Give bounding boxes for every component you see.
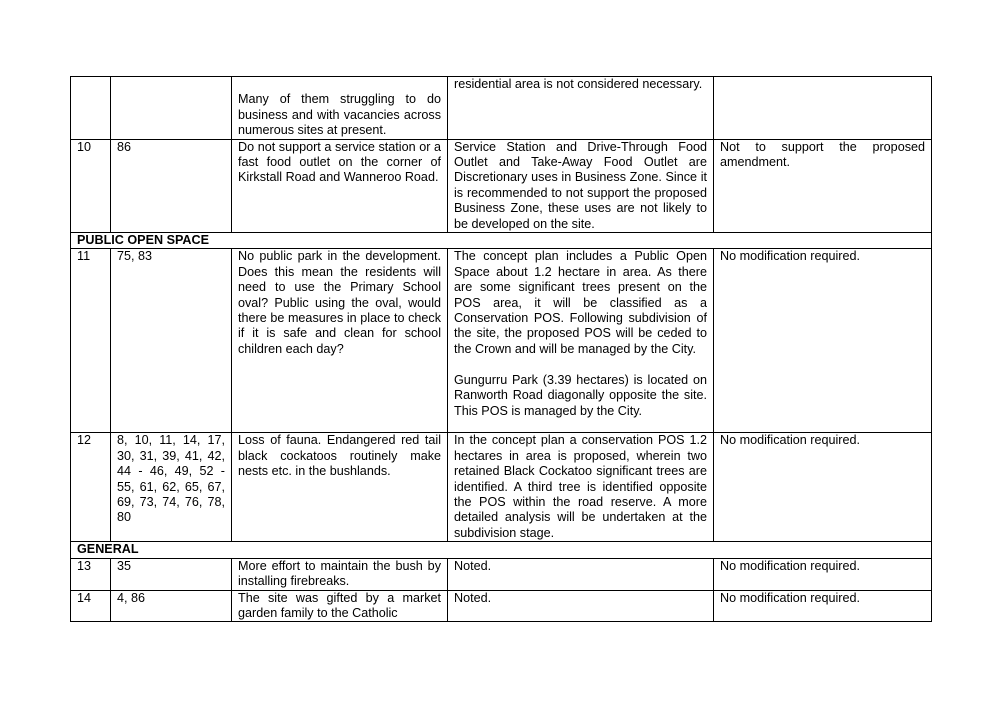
table-row — [71, 77, 932, 140]
section-heading-row — [71, 233, 932, 249]
submissions-table — [70, 76, 932, 622]
submission-cell: No public park in the development. Does this mean the residents will need to use the Primary School oval? Public using the oval, would there be measures in place to check if it is safe and clean for school children each day? — [232, 249, 448, 433]
row-number-cell: 10 — [71, 139, 111, 232]
submission-cell: Do not support a service station or a fast food outlet on the corner of Kirkstall Road and Wanneroo Road. — [232, 139, 448, 232]
recommendation-cell: No modification required. — [714, 433, 932, 542]
table-row — [71, 433, 932, 542]
row-number-cell — [71, 77, 111, 140]
submission-text: Many of them struggling to do business and with vacancies across numerous sites at present. — [238, 92, 441, 138]
section-heading-general: GENERAL — [71, 542, 932, 558]
row-number-cell: 12 — [71, 433, 111, 542]
table-row — [71, 590, 932, 622]
submission-cell: More effort to maintain the bush by installing firebreaks. — [232, 558, 448, 590]
submitters-cell — [111, 77, 232, 140]
recommendation-cell: No modification required. — [714, 590, 932, 622]
submitters-cell: 35 — [111, 558, 232, 590]
table-row — [71, 558, 932, 590]
response-cell: In the concept plan a conservation POS 1.2 hectares in area is proposed, wherein two retained Black Cockatoo significant trees are identified. A third tree is identified opposite the POS within the road reserve. A more detailed analysis will be undertaken at the subdivision stage. — [448, 433, 714, 542]
row-number-cell: 13 — [71, 558, 111, 590]
table-row — [71, 249, 932, 433]
response-paragraph-2: Gungurru Park (3.39 hectares) is located on Ranworth Road diagonally opposite the site. This POS is managed by the City. — [454, 372, 707, 418]
submission-cell: Loss of fauna. Endangered red tail black cockatoos routinely make nests etc. in the bushlands. — [232, 433, 448, 542]
section-heading-row — [71, 542, 932, 558]
response-cell: residential area is not considered necessary. — [448, 77, 714, 140]
response-cell: Noted. — [448, 590, 714, 622]
response-cell: Service Station and Drive-Through Food Outlet and Take-Away Food Outlet are Discretionary uses in Business Zone. Since it is recommended to not support the proposed Business Zone, these uses are not likely to be developed on the site. — [448, 139, 714, 232]
recommendation-cell: No modification required. — [714, 249, 932, 433]
recommendation-cell: Not to support the proposed amendment. — [714, 139, 932, 232]
response-cell: Noted. — [448, 558, 714, 590]
submitters-cell: 75, 83 — [111, 249, 232, 433]
submitters-cell: 86 — [111, 139, 232, 232]
recommendation-cell: No modification required. — [714, 558, 932, 590]
submitters-cell: 8, 10, 11, 14, 17, 30, 31, 39, 41, 42, 44 - 46, 49, 52 - 55, 61, 62, 65, 67, 69, 73, 74, 76, 78, 80 — [111, 433, 232, 542]
row-number-cell: 11 — [71, 249, 111, 433]
table-row — [71, 139, 932, 232]
submission-cell: The site was gifted by a market garden family to the Catholic — [232, 590, 448, 622]
submission-cell — [232, 77, 448, 140]
recommendation-cell — [714, 77, 932, 140]
row-number-cell: 14 — [71, 590, 111, 622]
response-paragraph-1: The concept plan includes a Public Open Space about 1.2 hectare in area. As there are some significant trees present on the POS area, it will be classified as a Conservation POS. Following subdivision of the site, the proposed POS will be ceded to the Crown and will be managed by the City. — [454, 249, 707, 356]
submitters-cell: 4, 86 — [111, 590, 232, 622]
section-heading-public-open-space: PUBLIC OPEN SPACE — [71, 233, 932, 249]
response-cell — [448, 249, 714, 433]
